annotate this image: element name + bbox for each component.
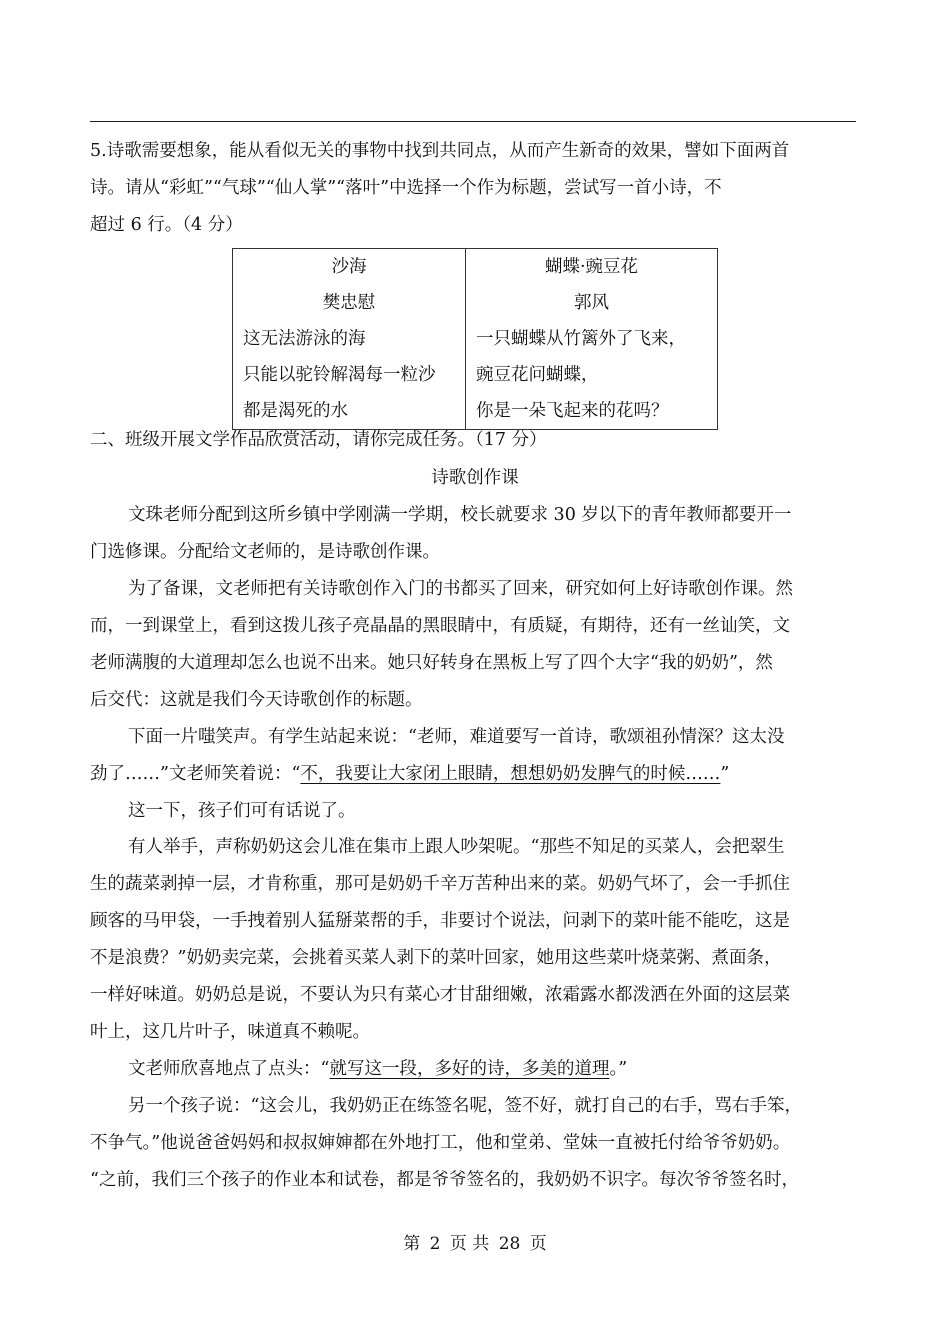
header-rule [90, 121, 856, 122]
text-run: 文老师欣喜地点了点头：“ [128, 1059, 330, 1079]
poem-author: 樊忠慰 [322, 293, 376, 313]
underlined-sentence: 就写这一段，多好的诗，多美的道理 [329, 1059, 610, 1079]
footer-label: 页 共 [449, 1234, 490, 1254]
question5-line: 5.诗歌需要想象，能从看似无关的事物中找到共同点，从而产生新奇的效果，譬如下面两首 [90, 141, 790, 161]
page-footer [0, 1232, 950, 1256]
story-paragraph-line: 这一下，孩子们可有话说了。 [128, 801, 356, 821]
poem-line: 你是一朵飞起来的花吗？ [476, 401, 669, 421]
story-paragraph-line: 顾客的马甲袋，一手拽着别人猛掰菜帮的手，非要讨个说法，问剥下的菜叶能不能吃，这是 [90, 911, 790, 931]
story-paragraph-line: 不是浪费？”奶奶卖完菜，会挑着买菜人剥下的菜叶回家，她用这些菜叶烧菜粥、煮面条， [90, 948, 782, 968]
story-paragraph-line: 生的蔬菜剥掉一层，才肯称重，那可是奶奶千辛万苦种出来的菜。奶奶气坏了，会一手抓住 [90, 874, 790, 894]
poem-line: 豌豆花问蝴蝶， [476, 365, 599, 385]
footer-label: 第 [403, 1234, 421, 1254]
current-page-number: 2 [429, 1234, 441, 1254]
story-paragraph-line: 一样好味道。奶奶总是说，不要认为只有菜心才甘甜细嫩，浓霜露水都泼洒在外面的这层菜 [90, 985, 790, 1005]
story-paragraph-line [128, 1057, 860, 1081]
story-paragraph-line: 叶上，这几片叶子，味道真不赖呢。 [90, 1022, 370, 1042]
text-run: ” [720, 764, 730, 784]
poem-line: 这无法游泳的海 [243, 329, 366, 349]
poem-line: 只能以驼铃解渴每一粒沙 [243, 365, 436, 385]
story-paragraph-line: 为了备课，文老师把有关诗歌创作入门的书都买了回来，研究如何上好诗歌创作课。然 [128, 579, 793, 599]
underlined-sentence: 不，我要让大家闭上眼睛，想想奶奶发脾气的时候…… [300, 764, 721, 784]
story-paragraph-line: 另一个孩子说：“这会儿，我奶奶正在练签名呢，签不好，就打自己的右手，骂右手笨， [128, 1096, 802, 1116]
story-title: 诗歌创作课 [431, 468, 519, 488]
story-paragraph-line: “之前，我们三个孩子的作业本和试卷，都是爷爷签名的，我奶奶不识字。每次爷爷签名时， [90, 1170, 799, 1190]
poem-line: 都是渴死的水 [243, 401, 348, 421]
poem-cell-butterfly [466, 249, 718, 430]
text-run: 。” [609, 1059, 628, 1079]
story-paragraph-line: 有人举手，声称奶奶这会儿准在集市上跟人吵架呢。“那些不知足的买菜人，会把翠生 [128, 837, 785, 857]
story-paragraph-line [90, 762, 860, 786]
story-paragraph-line: 后交代：这就是我们今天诗歌创作的标题。 [90, 690, 423, 710]
story-paragraph-line: 文珠老师分配到这所乡镇中学刚满一学期，校长就要求 30 岁以下的青年教师都要开一 [128, 505, 792, 525]
question5-line: 诗。请从“彩虹”“气球”“仙人掌”“落叶”中选择一个作为标题，尝试写一首小诗，不 [90, 178, 722, 198]
text-run: 劲了……”文老师笑着说：“ [90, 764, 301, 784]
poem-line: 一只蝴蝶从竹篱外了飞来， [476, 329, 686, 349]
poems-table [232, 248, 718, 430]
section-heading: 二、班级开展文学作品欣赏活动，请你完成任务。（17 分） [90, 430, 547, 450]
story-paragraph-line: 而，一到课堂上，看到这拨儿孩子亮晶晶的黑眼睛中，有质疑，有期待，还有一丝讪笑，文 [90, 616, 790, 636]
poem-title: 沙海 [331, 257, 367, 277]
story-paragraph-line: 老师满腹的大道理却怎么也说不出来。她只好转身在黑板上写了四个大字“我的奶奶”，然 [90, 653, 773, 673]
story-paragraph-line: 门选修课。分配给文老师的，是诗歌创作课。 [90, 542, 440, 562]
poem-cell-shahai [233, 249, 466, 430]
poem-author: 郭风 [574, 293, 609, 313]
question5-line: 超过 6 行。（4 分） [90, 215, 243, 235]
footer-label: 页 [529, 1234, 547, 1254]
story-paragraph-line: 下面一片嗤笑声。有学生站起来说：“老师，难道要写一首诗，歌颂祖孙情深？这太没 [128, 727, 785, 747]
poem-title: 蝴蝶·豌豆花 [544, 257, 639, 277]
total-page-count: 28 [498, 1234, 521, 1254]
story-paragraph-line: 不争气。”他说爸爸妈妈和叔叔婶婶都在外地打工，他和堂弟、堂妹一直被托付给爷爷奶奶。 [90, 1133, 791, 1153]
